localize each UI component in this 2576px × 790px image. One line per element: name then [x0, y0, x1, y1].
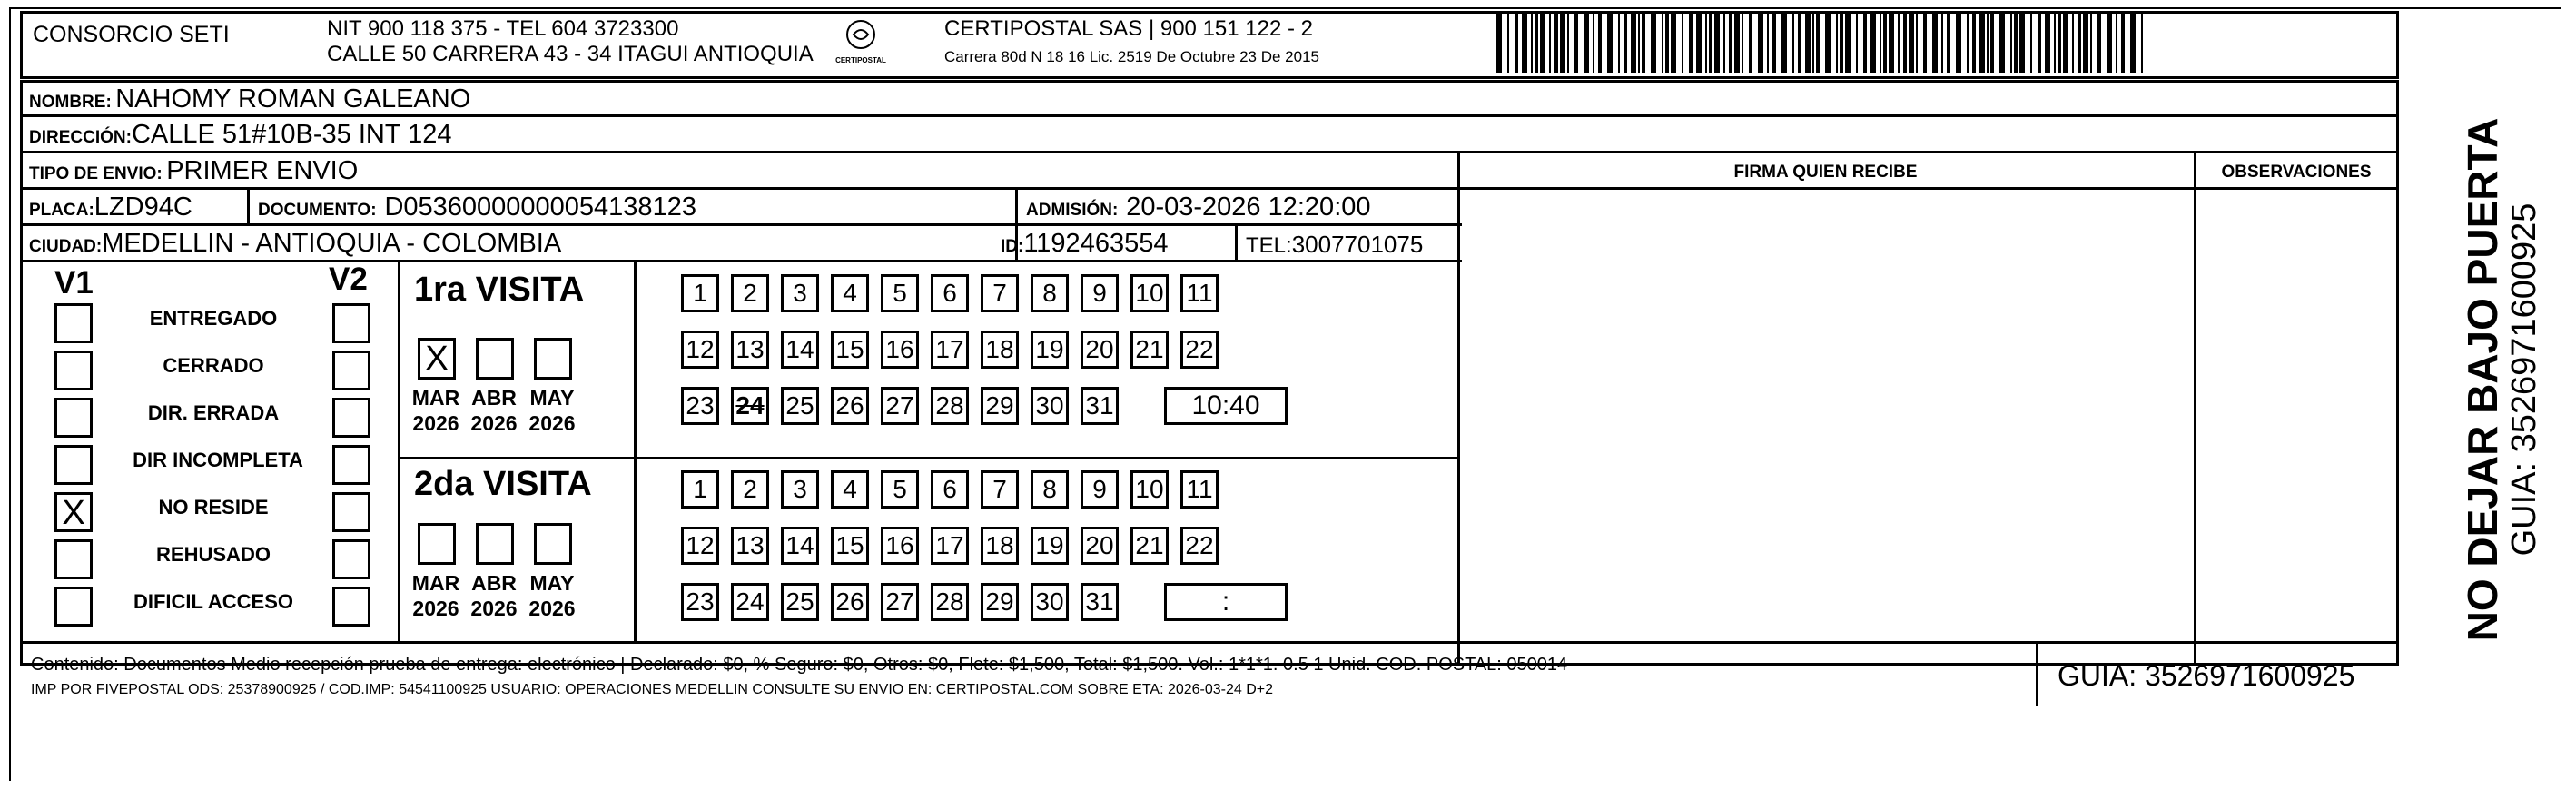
observations-divider [2194, 151, 2196, 666]
barcode-bar [2054, 13, 2056, 73]
barcode-bar [2058, 13, 2061, 73]
first-month-label: MAR 2026 [411, 386, 460, 435]
first-day-box[interactable]: 10 [1130, 274, 1169, 312]
v2-checkbox[interactable] [332, 492, 370, 532]
barcode-bar [1651, 13, 1656, 73]
barcode-bar [2072, 13, 2074, 73]
first-day-box[interactable]: 21 [1130, 331, 1169, 369]
first-month-checkbox[interactable] [476, 338, 514, 380]
logo-text: CERTIPOSTAL [835, 56, 886, 64]
barcode-bar [1883, 13, 1887, 73]
side-guia: GUIA: 3526971600925 [2505, 202, 2543, 557]
barcode-bar [2078, 13, 2081, 73]
barcode-bar [1941, 13, 1943, 73]
plate-row [29, 194, 192, 221]
tel-row [1246, 232, 1423, 257]
status-label: DIR INCOMPLETA [133, 449, 303, 471]
v2-checkbox[interactable] [332, 445, 370, 485]
v2-checkbox[interactable] [332, 539, 370, 579]
second-month-checkbox[interactable] [534, 523, 572, 565]
barcode-bar [1742, 13, 1743, 73]
barcode-bar [1979, 13, 1985, 73]
barcode-bar [1507, 13, 1509, 73]
barcode-bar [2107, 13, 2112, 73]
barcode-bar [1593, 13, 1594, 73]
first-day-box[interactable]: 16 [881, 331, 919, 369]
barcode-bar [1798, 13, 1801, 73]
address-value: CALLE 51#10B-35 INT 124 [131, 120, 452, 149]
barcode-bar [1705, 13, 1707, 73]
second-day-box[interactable]: 9 [1081, 470, 1119, 509]
second-day-box[interactable]: 25 [781, 583, 819, 621]
barcode-bar [1540, 13, 1545, 73]
second-day-box[interactable]: 1 [681, 470, 719, 509]
second-day-box[interactable]: 22 [1180, 527, 1219, 565]
barcode-bar [1671, 13, 1676, 73]
second-day-box[interactable]: 8 [1031, 470, 1069, 509]
second-day-box[interactable]: 16 [881, 527, 919, 565]
first-day-box[interactable]: 23 [681, 387, 719, 425]
first-month-checkbox[interactable]: X [418, 338, 456, 380]
first-day-box[interactable]: 25 [781, 387, 819, 425]
second-day-box[interactable]: 17 [931, 527, 969, 565]
row-divider [20, 114, 2399, 117]
status-label: REHUSADO [156, 543, 271, 566]
first-day-box[interactable]: 14 [781, 331, 819, 369]
status-label: CERRADO [163, 354, 264, 377]
barcode-bar [1972, 13, 1976, 73]
barcode-bar [1898, 13, 1900, 73]
barcode-bar [1840, 13, 1843, 73]
barcode-bar [1825, 13, 1831, 73]
second-day-box[interactable]: 10 [1130, 470, 1169, 509]
first-day-box[interactable]: 6 [931, 274, 969, 312]
first-day-box[interactable]: 18 [981, 331, 1019, 369]
first-day-box[interactable]: 31 [1081, 387, 1119, 425]
address-row [29, 122, 451, 148]
row-divider [20, 260, 1462, 262]
status-label: DIR. ERRADA [147, 401, 280, 424]
barcode-bar [1749, 13, 1752, 73]
first-day-box[interactable]: 5 [881, 274, 919, 312]
status-divider [398, 260, 400, 643]
tel-value: 3007701075 [1291, 231, 1424, 258]
second-day-box[interactable]: 30 [1031, 583, 1069, 621]
barcode-bar [1836, 13, 1838, 73]
status-label: ENTREGADO [149, 307, 278, 330]
city-row [29, 231, 561, 257]
first-day-box[interactable]: 11 [1180, 274, 1219, 312]
barcode-bar [1923, 13, 1927, 73]
barcode-bar [1709, 13, 1712, 73]
admission-row [1026, 194, 1371, 221]
first-day-box[interactable]: 24 [731, 387, 769, 425]
nit-line: NIT 900 118 375 - TEL 604 3723300 [327, 16, 679, 41]
barcode-bar [2045, 13, 2050, 73]
row-divider [20, 223, 1462, 226]
barcode-bar [2097, 13, 2101, 73]
first-day-box[interactable]: 9 [1081, 274, 1119, 312]
certipostal-line: CERTIPOSTAL SAS | 900 151 122 - 2 [944, 16, 1313, 41]
second-day-box[interactable]: 15 [831, 527, 869, 565]
city-value: MEDELLIN - ANTIOQUIA - COLOMBIA [102, 229, 562, 258]
barcode-bar [1618, 13, 1620, 73]
second-day-box[interactable]: 14 [781, 527, 819, 565]
second-day-box[interactable]: 31 [1081, 583, 1119, 621]
barcode-bar [1990, 13, 1994, 73]
second-day-box[interactable]: 20 [1081, 527, 1119, 565]
barcode-bar [2038, 13, 2041, 73]
barcode-bar [1956, 13, 1961, 73]
second-day-box[interactable]: 11 [1180, 470, 1219, 509]
observations-header: OBSERVACIONES [2221, 163, 2372, 182]
v1-checkbox[interactable] [54, 587, 93, 627]
v2-checkbox[interactable] [332, 587, 370, 627]
second-month-label: MAY 2026 [528, 571, 576, 620]
second-month-label: ABR 2026 [470, 571, 518, 620]
v2-checkbox[interactable] [332, 351, 370, 390]
v1-checkbox[interactable] [54, 351, 93, 390]
second-day-box[interactable]: 6 [931, 470, 969, 509]
barcode-bar [2130, 13, 2136, 73]
barcode-bar [1696, 13, 1702, 73]
name-label: NOMBRE: [29, 93, 112, 112]
second-day-box[interactable]: 5 [881, 470, 919, 509]
second-day-box[interactable]: 18 [981, 527, 1019, 565]
barcode-bar [1549, 13, 1551, 73]
second-day-box[interactable]: 21 [1130, 527, 1169, 565]
first-day-box[interactable]: 8 [1031, 274, 1069, 312]
second-day-box[interactable]: 2 [731, 470, 769, 509]
first-day-box[interactable]: 28 [931, 387, 969, 425]
first-day-box[interactable]: 7 [981, 274, 1019, 312]
first-visit-title: 1ra VISITA [414, 271, 585, 309]
imp-line: IMP POR FIVEPOSTAL ODS: 25378900925 / COD.IMP: 54541100925 USUARIO: OPERACIONES MEDELLIN CONSULTE SU ENVIO EN: CERTIPOSTAL.COM SOBRE ETA: 2026-03-24 D+2 [31, 682, 1274, 697]
first-day-box[interactable]: 15 [831, 331, 869, 369]
barcode-bar [1584, 13, 1589, 73]
second-month-label: MAR 2026 [411, 571, 460, 620]
barcode-bar [1567, 13, 1569, 73]
first-day-box[interactable]: 20 [1081, 331, 1119, 369]
second-day-box[interactable]: 27 [881, 583, 919, 621]
id-value: 1192463554 [1023, 229, 1169, 258]
first-day-box[interactable]: 17 [931, 331, 969, 369]
v1-checkbox[interactable] [54, 398, 93, 438]
company-name: CONSORCIO SETI [33, 22, 230, 47]
second-month-checkbox[interactable] [418, 523, 456, 565]
status-label: NO RESIDE [158, 496, 269, 518]
barcode-bar [1947, 13, 1950, 73]
barcode-bar [1554, 13, 1558, 73]
type-value: PRIMER ENVIO [166, 156, 359, 185]
v1-checkbox[interactable] [54, 445, 93, 485]
status-label: DIFICIL ACCESO [133, 590, 293, 613]
barcode-bar [1531, 13, 1533, 73]
barcode-bar [1729, 13, 1732, 73]
barcode-bar [1781, 13, 1787, 73]
admission-label: ADMISIÓN: [1026, 201, 1119, 220]
first-day-box[interactable]: 4 [831, 274, 869, 312]
barcode-bar [2121, 13, 2125, 73]
city-label: CIUDAD: [29, 237, 103, 256]
barcode-bar [1496, 13, 1502, 73]
barcode-bar [1999, 13, 2005, 73]
barcode-bar [1856, 13, 1858, 73]
barcode-bar [1880, 13, 1881, 73]
second-day-box[interactable]: 19 [1031, 527, 1069, 565]
first-day-box[interactable]: 2 [731, 274, 769, 312]
barcode-bar [2116, 13, 2117, 73]
barcode [1496, 13, 2150, 73]
barcode-bar [1767, 13, 1769, 73]
type-label: TIPO DE ENVIO: [29, 164, 163, 183]
first-day-box[interactable]: 22 [1180, 331, 1219, 369]
barcode-bar [2010, 13, 2012, 73]
cell-divider [1235, 223, 1238, 260]
signature-header: FIRMA QUIEN RECIBE [1733, 163, 1918, 182]
first-month-checkbox[interactable] [534, 338, 572, 380]
certipostal-logo [834, 16, 888, 71]
second-day-box[interactable]: 12 [681, 527, 719, 565]
second-visit-title: 2da VISITA [414, 465, 592, 503]
row-divider [20, 151, 2399, 153]
plate-label: PLACA: [29, 201, 94, 220]
document-value: D05360000000054138123 [384, 193, 696, 222]
visit-divider [398, 457, 1460, 459]
barcode-bar [1805, 13, 1811, 73]
v2-checkbox[interactable] [332, 303, 370, 343]
first-month-label: ABR 2026 [470, 386, 518, 435]
tel-label: TEL: [1246, 233, 1292, 258]
guia-divider [2036, 641, 2038, 706]
barcode-bar [2141, 13, 2143, 73]
barcode-bar [1863, 13, 1867, 73]
barcode-bar [1714, 13, 1720, 73]
footer-guia: GUIA: 3526971600925 [2058, 659, 2355, 692]
barcode-bar [1535, 13, 1538, 73]
barcode-bar [1642, 13, 1645, 73]
second-day-box[interactable]: 29 [981, 583, 1019, 621]
id-label: ID: [1001, 237, 1024, 256]
second-day-box[interactable]: 28 [931, 583, 969, 621]
v2-checkbox[interactable] [332, 398, 370, 438]
barcode-bar [2063, 13, 2068, 73]
footer-divider [20, 641, 2399, 644]
barcode-bar [1631, 13, 1636, 73]
signature-divider [1457, 151, 1460, 666]
second-day-box[interactable]: 24 [731, 583, 769, 621]
barcode-bar [1816, 13, 1820, 73]
second-day-box[interactable]: 23 [681, 583, 719, 621]
barcode-bar [1689, 13, 1693, 73]
barcode-bar [1772, 13, 1776, 73]
first-day-box[interactable]: 3 [781, 274, 819, 312]
barcode-bar [1515, 13, 1518, 73]
first-day-box[interactable]: 29 [981, 387, 1019, 425]
second-day-box[interactable]: 4 [831, 470, 869, 509]
barcode-bar [1792, 13, 1794, 73]
address-line: CALLE 50 CARRERA 43 - 34 ITAGUI ANTIOQUIA [327, 42, 814, 66]
v1-checkbox[interactable]: X [54, 492, 93, 532]
second-day-box[interactable]: 3 [781, 470, 819, 509]
row-divider [20, 187, 2399, 190]
barcode-bar [1845, 13, 1851, 73]
calendar-divider [634, 260, 637, 643]
barcode-bar [1812, 13, 1814, 73]
barcode-bar [1598, 13, 1602, 73]
barcode-bar [2019, 13, 2025, 73]
first-day-box[interactable]: 19 [1031, 331, 1069, 369]
v1-label: V1 [54, 265, 94, 301]
barcode-bar [1734, 13, 1740, 73]
barcode-bar [1682, 13, 1683, 73]
barcode-bar [1967, 13, 1969, 73]
content-line: Contenido: Documentos Medio recepción prueba de entrega: electrónico | Declarado: $0, % Seguro: $0, Otros: $0, Flete: $1,500, Total: $1,500. Vol.: 1*1*1. 0.5 1 Unid. COD. POSTAL: 050014 [31, 655, 1568, 675]
barcode-bar [1574, 13, 1578, 73]
address-label: DIRECCIÓN: [29, 128, 132, 147]
license-line: Carrera 80d N 18 16 Lic. 2519 De Octubre 23 De 2015 [944, 48, 1319, 65]
v1-checkbox[interactable] [54, 303, 93, 343]
type-row [29, 158, 358, 184]
barcode-bar [1870, 13, 1876, 73]
plate-value: LZD94C [94, 193, 192, 222]
first-month-label: MAY 2026 [528, 386, 576, 435]
cell-divider [247, 187, 250, 223]
first-day-box[interactable]: 30 [1031, 387, 1069, 425]
first-day-box[interactable]: 27 [881, 387, 919, 425]
barcode-bar [2090, 13, 2092, 73]
first-time-box[interactable]: 10:40 [1164, 387, 1288, 425]
second-month-checkbox[interactable] [476, 523, 514, 565]
logo-emblem-icon [843, 16, 879, 53]
name-value: NAHOMY ROMAN GALEANO [115, 84, 471, 114]
first-day-box[interactable]: 12 [681, 331, 719, 369]
barcode-bar [1932, 13, 1938, 73]
name-row [29, 86, 470, 113]
barcode-bar [1624, 13, 1627, 73]
barcode-bar [2083, 13, 2088, 73]
first-day-box[interactable]: 13 [731, 331, 769, 369]
barcode-bar [1987, 13, 1989, 73]
barcode-bar [1560, 13, 1565, 73]
barcode-bar [2030, 13, 2032, 73]
barcode-bar [1916, 13, 1918, 73]
document-row [258, 194, 696, 221]
barcode-bar [1665, 13, 1669, 73]
second-day-box[interactable]: 26 [831, 583, 869, 621]
first-day-box[interactable]: 26 [831, 387, 869, 425]
v1-checkbox[interactable] [54, 539, 93, 579]
barcode-bar [2014, 13, 2018, 73]
barcode-bar [1638, 13, 1640, 73]
v2-label: V2 [329, 262, 368, 297]
barcode-bar [1522, 13, 1527, 73]
barcode-bar [1903, 13, 1907, 73]
document-label: DOCUMENTO: [258, 201, 377, 220]
barcode-bar [1662, 13, 1663, 73]
barcode-bar [1607, 13, 1613, 73]
first-day-box[interactable]: 1 [681, 274, 719, 312]
second-day-box[interactable]: 7 [981, 470, 1019, 509]
no-under-door-notice: NO DEJAR BAJO PUERTA [2459, 117, 2506, 642]
barcode-bar [1758, 13, 1763, 73]
second-day-box[interactable]: 13 [731, 527, 769, 565]
barcode-bar [1909, 13, 1914, 73]
second-time-box[interactable]: : [1164, 583, 1288, 621]
id-row [1001, 231, 1168, 257]
barcode-bar [1723, 13, 1725, 73]
admission-value: 20-03-2026 12:20:00 [1126, 193, 1371, 222]
barcode-bar [1889, 13, 1894, 73]
